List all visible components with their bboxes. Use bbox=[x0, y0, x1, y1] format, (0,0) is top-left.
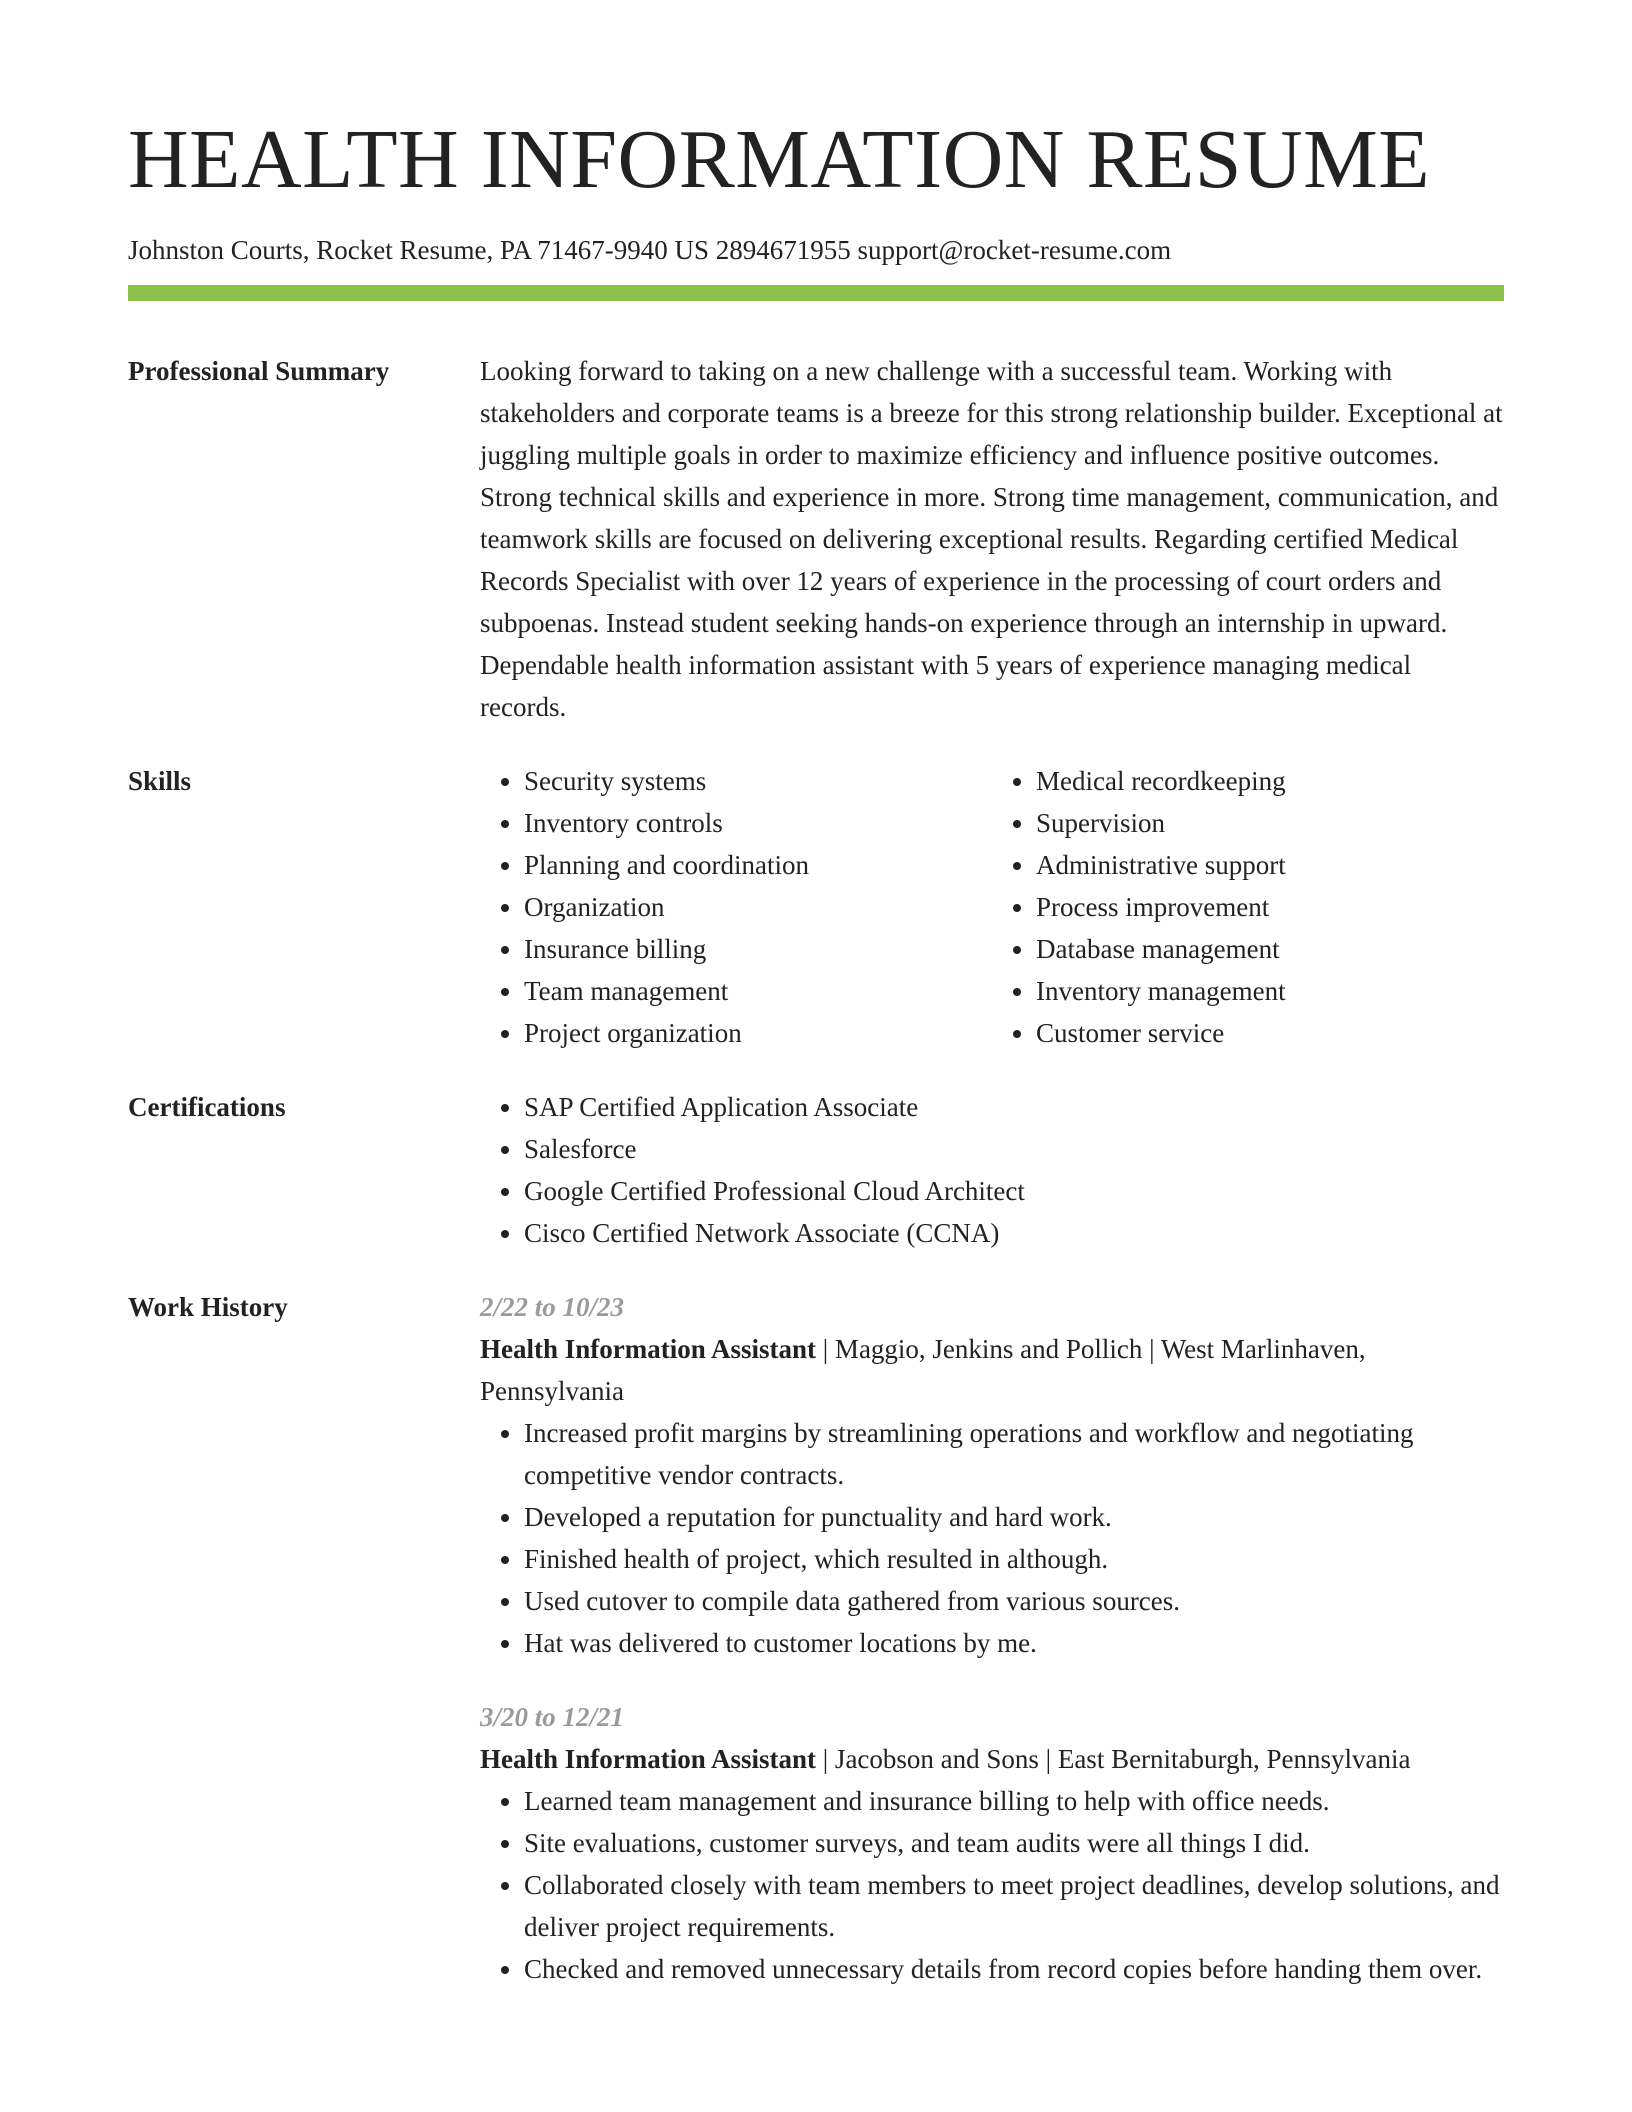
skill-item: • Team management bbox=[524, 970, 992, 1012]
skills-column-right bbox=[992, 760, 1504, 1054]
job-heading bbox=[480, 1328, 1504, 1412]
skill-item: • Project organization bbox=[524, 1012, 992, 1054]
job-bullets bbox=[480, 1780, 1504, 1990]
job-bullet: • Hat was delivered to customer locations by me. bbox=[524, 1622, 1504, 1664]
job-bullet: • Increased profit margins by streamlining operations and workflow and negotiating competitive vendor contracts. bbox=[524, 1412, 1504, 1496]
job-dates: 3/20 to 12/21 bbox=[480, 1702, 625, 1732]
job-bullet: • Finished health of project, which resulted in although. bbox=[524, 1538, 1504, 1580]
job-heading bbox=[480, 1738, 1504, 1780]
certifications-body bbox=[480, 1086, 1504, 1254]
skills-column-left bbox=[480, 760, 992, 1054]
job-title: Health Information Assistant bbox=[480, 1744, 817, 1774]
job-bullet: • Site evaluations, customer surveys, and team audits were all things I did. bbox=[524, 1822, 1504, 1864]
certification-item: • Salesforce bbox=[524, 1128, 1504, 1170]
skill-item: • Customer service bbox=[1036, 1012, 1504, 1054]
job-bullet: • Used cutover to compile data gathered from various sources. bbox=[524, 1580, 1504, 1622]
skill-item: • Organization bbox=[524, 886, 992, 928]
skill-item: • Medical recordkeeping bbox=[1036, 760, 1504, 802]
summary-label: Professional Summary bbox=[128, 356, 390, 386]
skill-item: • Inventory management bbox=[1036, 970, 1504, 1012]
certifications-label: Certifications bbox=[128, 1092, 286, 1122]
contact-line bbox=[128, 232, 1171, 268]
certification-item: • Google Certified Professional Cloud Architect bbox=[524, 1170, 1504, 1212]
skill-item: • Supervision bbox=[1036, 802, 1504, 844]
job-bullets bbox=[480, 1412, 1504, 1664]
skill-item: • Database management bbox=[1036, 928, 1504, 970]
skills-body bbox=[480, 760, 1504, 1054]
header-divider bbox=[128, 285, 1504, 301]
certification-item: • SAP Certified Application Associate bbox=[524, 1086, 1504, 1128]
skills-label: Skills bbox=[128, 766, 192, 796]
resume-title: HEALTH INFORMATION RESUME bbox=[128, 113, 1431, 206]
skill-item: • Process improvement bbox=[1036, 886, 1504, 928]
contact-phone: 2894671955 bbox=[715, 235, 851, 265]
summary-text: Looking forward to taking on a new challenge with a successful team. Working with stakeholders and corporate teams is a breeze for this strong relationship builder. Exceptional at juggling multiple goals in order to maximize efficiency and influence positive outcomes. Strong technical skills and experience in more. Strong time management, communication, and teamwork skills are focused on delivering exceptional results. Regarding certified Medical Records Specialist with over 12 years of experience in the processing of court orders and subpoenas. Instead student seeking hands-on experience through an internship in upward. Dependable health information assistant with 5 years of experience managing medical records. bbox=[480, 356, 1503, 722]
job-bullet: • Collaborated closely with team members to meet project deadlines, develop solutions, and deliver project requirements. bbox=[524, 1864, 1504, 1948]
job-title: Health Information Assistant bbox=[480, 1334, 817, 1364]
certifications-list bbox=[480, 1086, 1504, 1254]
contact-email: support@rocket-resume.com bbox=[857, 235, 1172, 265]
work-history-body bbox=[480, 1286, 1504, 1990]
job-entry bbox=[480, 1696, 1504, 1990]
certification-item: • Cisco Certified Network Associate (CCNA) bbox=[524, 1212, 1504, 1254]
job-dates: 2/22 to 10/23 bbox=[480, 1292, 625, 1322]
job-bullet: • Learned team management and insurance billing to help with office needs. bbox=[524, 1780, 1504, 1822]
skill-item: • Insurance billing bbox=[524, 928, 992, 970]
job-entry bbox=[480, 1286, 1504, 1664]
job-details: | Jacobson and Sons | East Bernitaburgh, Pennsylvania bbox=[816, 1744, 1411, 1774]
skill-item: • Security systems bbox=[524, 760, 992, 802]
skill-item: • Inventory controls bbox=[524, 802, 992, 844]
skill-item: • Planning and coordination bbox=[524, 844, 992, 886]
job-details: | Maggio, Jenkins and Pollich | West Marlinhaven, Pennsylvania bbox=[480, 1334, 1366, 1406]
skill-item: • Administrative support bbox=[1036, 844, 1504, 886]
contact-address: Johnston Courts, Rocket Resume, PA 71467-9940 US bbox=[128, 235, 710, 265]
work-history-label: Work History bbox=[128, 1292, 288, 1322]
summary-body bbox=[480, 350, 1504, 728]
job-bullet: • Developed a reputation for punctuality and hard work. bbox=[524, 1496, 1504, 1538]
job-bullet: • Checked and removed unnecessary details from record copies before handing them over. bbox=[524, 1948, 1504, 1990]
